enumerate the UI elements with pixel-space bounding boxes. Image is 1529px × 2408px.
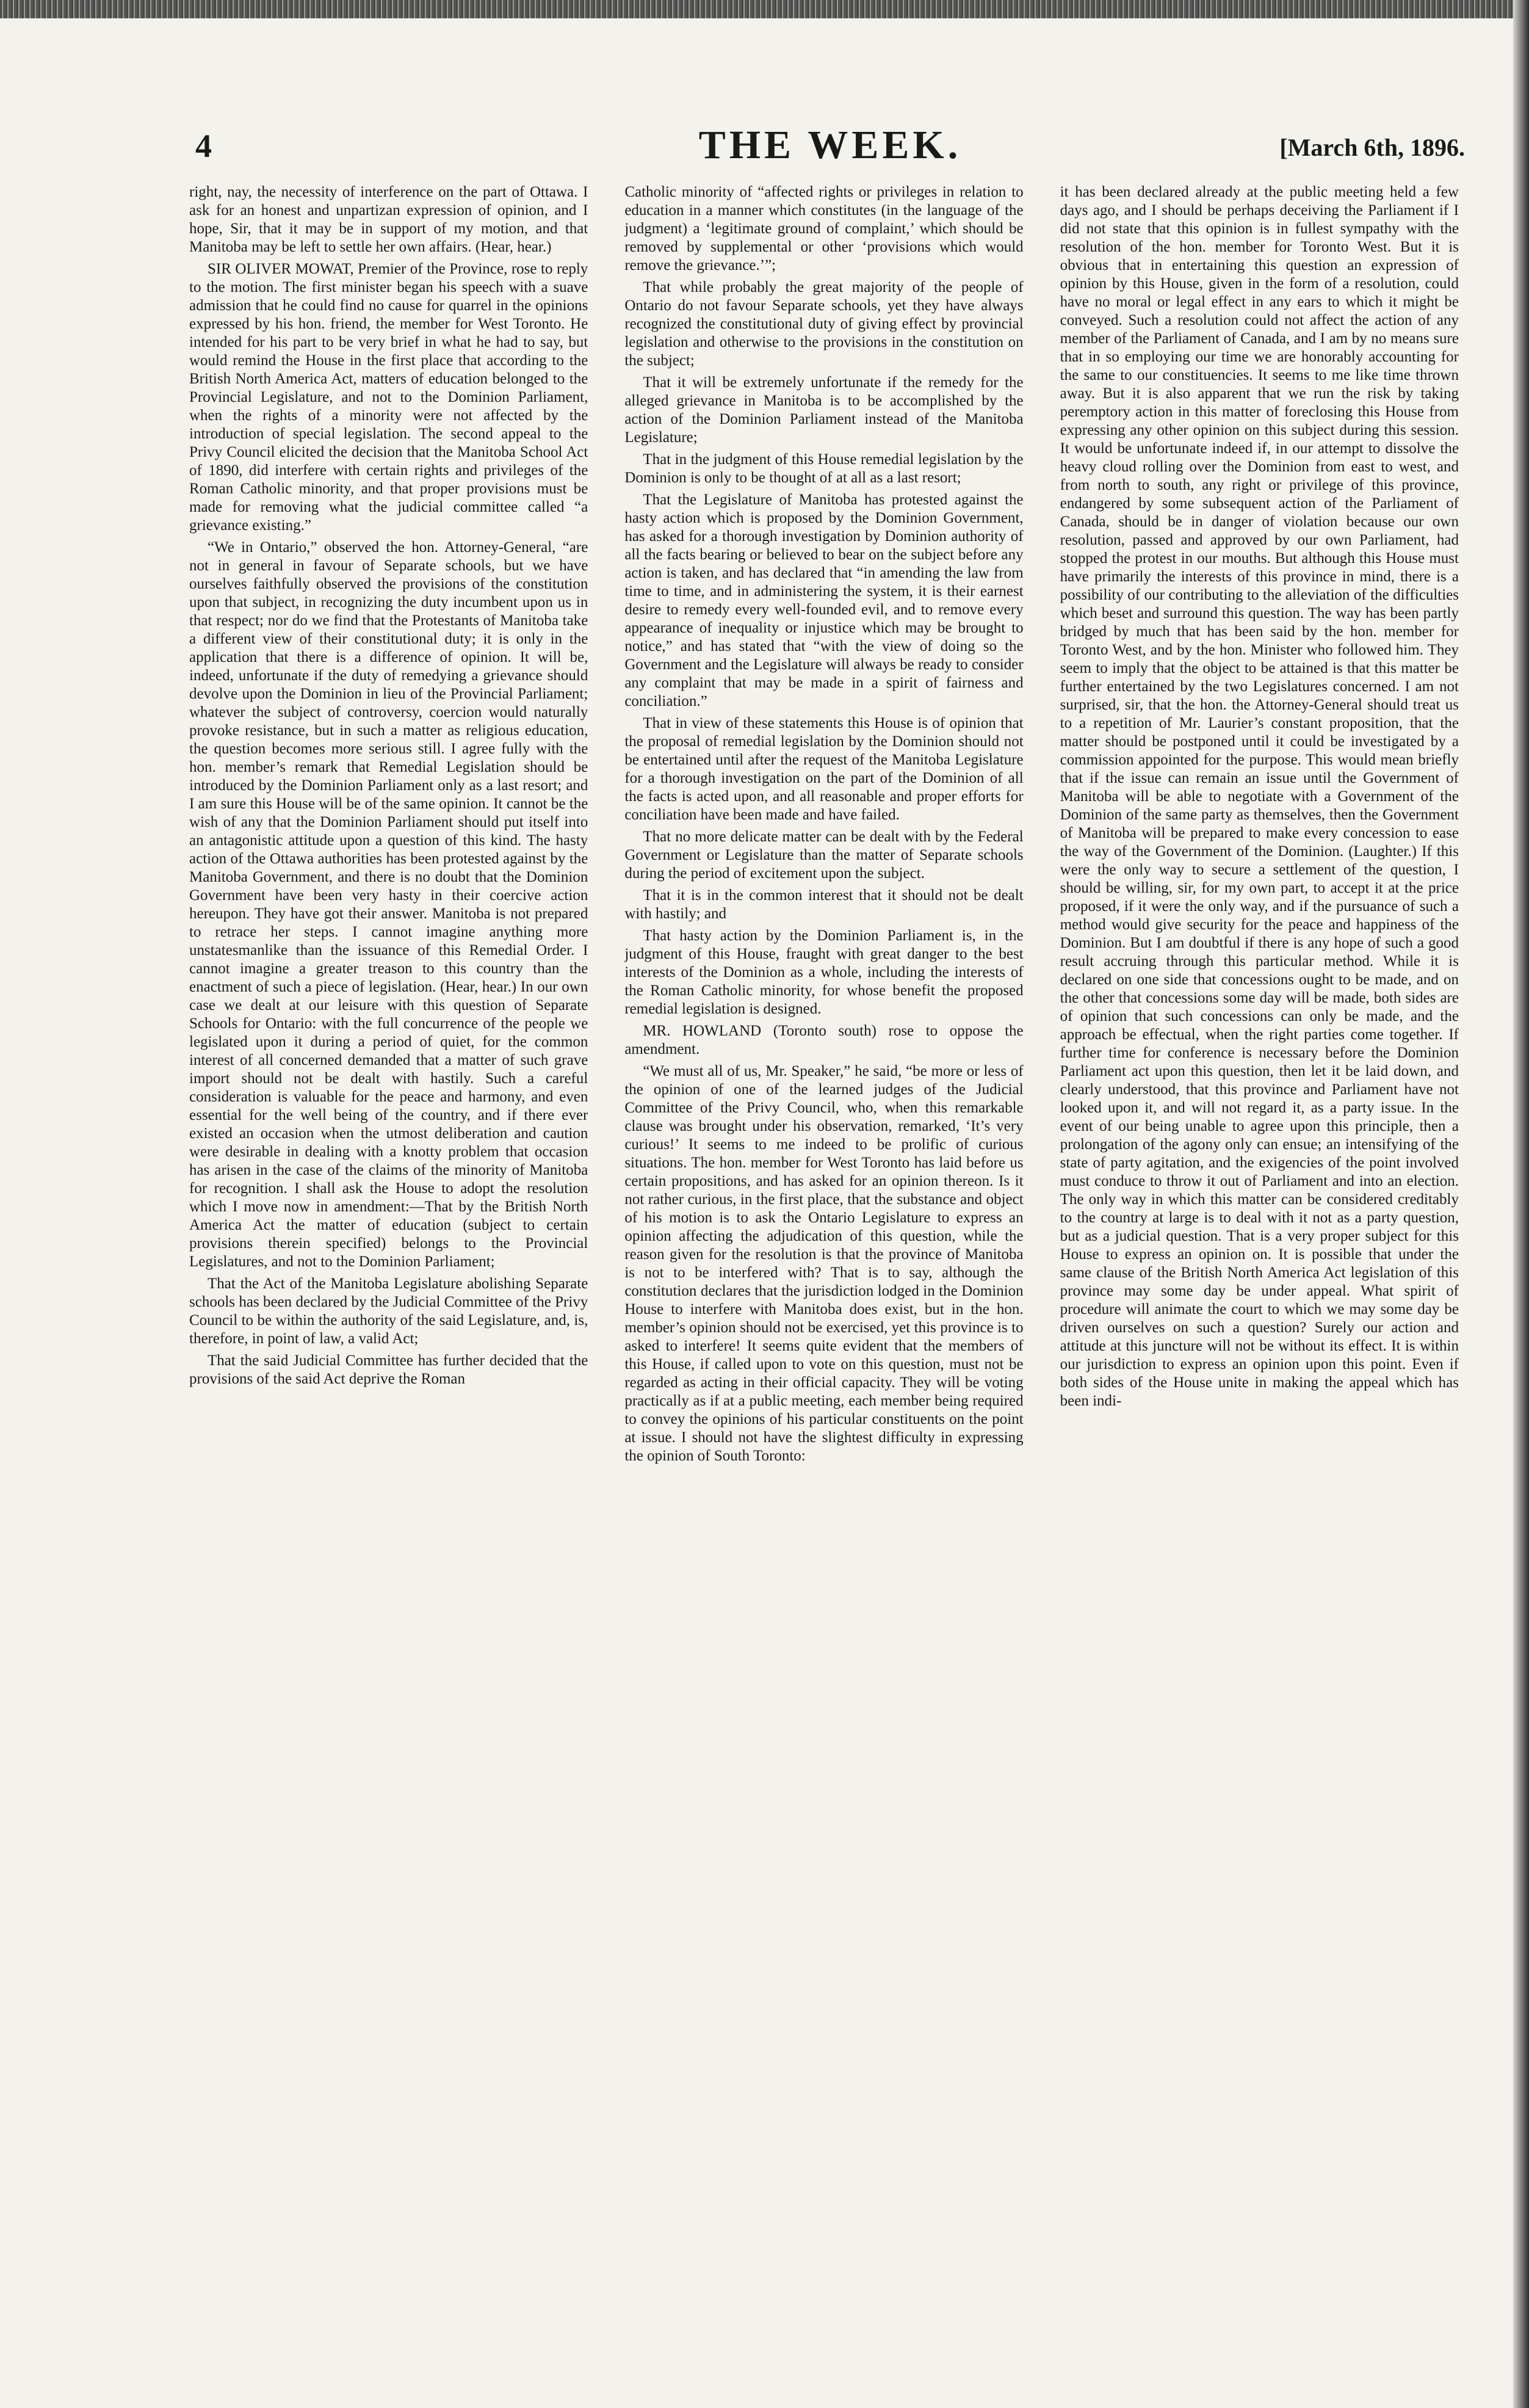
page-number: 4: [195, 128, 212, 164]
paragraph: “We in Ontario,” observed the hon. Attorney-General, “are not in general in favour of Separate schools, but we have ourselves faithfully observed the provisions of the constitution upon that subject, in recognizing the duty incumbent upon us in that respect; nor do we find that the Protestants of Manitoba take a different view of their constitutional duty; it is only in the application that there is a difference of opinion. It will be, indeed, unfortunate if the duty of remedying a grievance should devolve upon the Dominion in lieu of the Provincial Parliament; whatever the subject of controversy, coercion would naturally provoke resistance, but in such a matter as religious education, the question becomes more serious still. I agree fully with the hon. member’s remark that Remedial Legislation should be introduced by the Dominion Parliament only as a last resort; and I am sure this House will be of the same opinion. It cannot be the wish of any that the Dominion Parliament should put itself into an antagonistic attitude upon a question of this kind. The hasty action of the Ottawa authorities has been protested against by the Manitoba Government, and there is no doubt that the Dominion Government have been very hasty in their coercive action hereupon. They have got their answer. Manitoba is not prepared to retrace her steps. I cannot imagine anything more unstatesmanlike than the issuance of this Remedial Order. I cannot imagine a greater treason to this country than the enactment of such a piece of legislation. (Hear, hear.) In our own case we dealt at our leisure with this question of Separate Schools for Ontario: with the full concurrence of the people we legislated upon it during a period of quiet, for the common interest of all concerned demanded that a matter of such grave import should not be dealt with hastily. Such a careful consideration is valuable for the peace and harmony, and even essential for the well being of the country, and if there ever existed an occasion when the utmost deliberation and caution were desirable in dealing with a knotty problem that occasion has arisen in the case of the claims of the minority of Manitoba for recognition. I shall ask the House to adopt the resolution which I move now in amendment:—That by the British North America Act the matter of education (subject to certain provisions therein specified) belongs to the Provincial Legislatures, and not to the Dominion Parliament;: [189, 539, 588, 1270]
masthead-title: THE WEEK.: [698, 123, 962, 167]
paragraph: That the Act of the Manitoba Legislature abolishing Separate schools has been declared by the Judicial Committee of the Privy Council to be within the authority of the said Legislature, and, is, therefore, in point of law, a valid Act;: [189, 1275, 588, 1347]
paragraph: That it is in the common interest that it should not be dealt with hastily; and: [624, 887, 1024, 922]
paragraph: right, nay, the necessity of interference on the part of Ottawa. I ask for an honest and unpartizan expression of opinion, and I hope, Sir, that it may be in support of my motion, and that Manitoba may be left to settle her own affairs. (Hear, hear.): [189, 184, 588, 255]
paragraph: it has been declared already at the public meeting held a few days ago, and I should be perhaps deceiving the Parliament if I did not state that this opinion is in fullest sympathy with the resolution of the hon. member for Toronto West. But it is obvious that in entertaining this question an expression of opinion by this House, given in the form of a resolution, could have no moral or legal effect in any ears to which it might be conveyed. Such a resolution could not affect the action of any member of the Parliament of Canada, and I am by no means sure that in so employing our time we are honorably accounting for the same to our constituencies. It seems to me like time thrown away. But it is also apparent that we run the risk by taking peremptory action in this matter of foreclosing this House from expressing any other opinion on this subject during this session. It would be unfortunate indeed if, in our attempt to dissolve the heavy cloud rolling over the Dominion from east to west, and from north to south, any right or privilege of this province, endangered by some subsequent action of the Parliament of Canada, should be in danger of violation because our own resolution, passed and approved by our own Parliament, had stopped the protest in our mouths. But although this House must have primarily the interests of this province in mind, there is a possibility of our contributing to the alleviation of the difficulties which beset and surround this question. The way has been partly bridged by much that has been said by the hon. member for Toronto West, and by the hon. Minister who followed him. They seem to imply that the object to be attained is that this matter be further entertained by the two Legislatures concerned. I am not surprised, sir, that the hon. the Attorney-General should treat us to a repetition of Mr. Laurier’s constant proposition, that the matter should be postponed until it could be investigated by a commission appointed for the purpose. This would mean briefly that if the issue can remain an issue until the Government of Manitoba will be able to negotiate with a Government of the Dominion of the same party as themselves, then the Government of Manitoba will be prepared to make every concession to ease the way of the Government of the Dominion. (Laughter.) If this were the only way to secure a settlement of the question, I should be willing, sir, for my own part, to accept it at the price proposed, if it were the only way, and if the pursuance of such a method would give security for the peace and happiness of the Dominion. But I am doubtful if there is any hope of such a good result accruing through this particular method. While it is declared on one side that concessions ought to be made, and on the other that concessions some day will be made, both sides are of opinion that such concessions can only be made, and the approach be effectual, when the right parties come together. If further time for conference is necessary before the Dominion Parliament act upon this question, then let it be laid down, and clearly understood, that this province and Parliament have not looked upon it, and will not regard it, as a party issue. In the event of our being unable to agree upon this principle, then a prolongation of the agony only can ensue; an intensifying of the state of party agitation, and the exigencies of the point involved must conduce to throw it out of Parliament and into an election. The only way in which this matter can be considered creditably to the country at large is to deal with it not as a party question, but as a judicial question. That is a very proper subject for this House to express an opinion on. It is possible that under the same clause of the British North America Act legislation of this province may some day be under appeal. What spirit of procedure will animate the court to which we may some day be driven ourselves on such a question? Surely our action and attitude at this juncture will not be without its effect. It is within our jurisdiction to express an opinion upon this point. Even if both sides of the House unite in making the appeal which has been indi-: [1060, 184, 1459, 1409]
paragraph: That no more delicate matter can be dealt with by the Federal Government or Legislature than the matter of Separate schools during the period of excitement upon the subject.: [624, 829, 1024, 882]
paragraph: MR. HOWLAND (Toronto south) rose to oppose the amendment.: [624, 1023, 1024, 1057]
scan-top-edge: [0, 0, 1529, 18]
column-2: [624, 183, 1023, 2381]
paragraph: That the Legislature of Manitoba has protested against the hasty action which is proposed by the Dominion Government, has asked for a thorough investigation by Dominion authority of all the facts bearing or believed to bear on the subject before any action is taken, and has declared that “in amending the law from time to time, and in administering the system, it is their earnest desire to remedy every well-founded evil, and to remove every appearance of inequality or injustice which may be brought to notice,” and has stated that “with the view of doing so the Government and the Legislature will always be ready to consider any complaint that may be made in a spirit of fairness and conciliation.”: [624, 491, 1024, 709]
page-header: [195, 122, 1465, 177]
paragraph: “We must all of us, Mr. Speaker,” he said, “be more or less of the opinion of one of the learned judges of the Judicial Committee of the Privy Council, who, when this remarkable clause was brought under his observation, remarked, ‘It’s very curious!’ It seems to me indeed to be prolific of curious situations. The hon. member for West Toronto has laid before us certain propositions, and has asked for an opinion thereon. Is it not rather curious, in the first place, that the substance and object of his motion is to ask the Ontario Legislature to express an opinion affecting the adjudication of this question, while the reason given for the resolution is that the province of Manitoba is not to be interfered with? That is to say, although the constitution declares that the jurisdiction lodged in the Dominion House to interfere with Manitoba does exist, but in the hon. member’s opinion should not be exercised, yet this province is to asked to interfere! It seems quite evident that the members of this House, if called upon to vote on this question, must not be regarded as acting in their official capacity. They will be voting practically as if at a public meeting, each member being required to convey the opinions of his particular constituents on the point at issue. I should not have the slightest difficulty in expressing the opinion of South Toronto:: [624, 1063, 1024, 1464]
paragraph: That in the judgment of this House remedial legislation by the Dominion is only to be thought of at all as a last resort;: [624, 451, 1024, 486]
article-body: [189, 183, 1459, 2381]
column-1: [189, 183, 588, 2381]
paragraph: That hasty action by the Dominion Parliament is, in the judgment of this House, fraught with great danger to the best interests of the Dominion as a whole, including the interests of the Roman Catholic minority, for whose benefit the proposed remedial legislation is designed.: [624, 927, 1024, 1017]
paragraph: Catholic minority of “affected rights or privileges in relation to education in a manner which constitutes (in the language of the judgment) a ‘legitimate ground of complaint,’ which should be removed by supplemental or other ‘provisions which would remove the grievance.’”;: [624, 184, 1024, 274]
column-3: [1060, 183, 1459, 2381]
paragraph: That in view of these statements this House is of opinion that the proposal of remedial legislation by the Dominion should not be entertained until after the request of the Manitoba Legislature for a thorough investigation on the part of the Dominion of all the facts is acted upon, and all reasonable and proper efforts for conciliation have been made and have failed.: [624, 715, 1024, 823]
paragraph: That it will be extremely unfortunate if the remedy for the alleged grievance in Manitoba is to be accomplished by the action of the Dominion Parliament instead of the Manitoba Legislature;: [624, 374, 1024, 446]
paragraph: That the said Judicial Committee has further decided that the provisions of the said Act deprive the Roman: [189, 1352, 588, 1387]
scan-right-edge: [1513, 0, 1529, 2408]
paragraph: SIR OLIVER MOWAT, Premier of the Province, rose to reply to the motion. The first minister began his speech with a suave admission that he could find no cause for quarrel in the opinions expressed by his hon. friend, the member for West Toronto. He intended for his part to be very brief in what he had to say, but would remind the House in the first place that according to the British North America Act, matters of education belonged to the Provincial Legislature, and not to the Dominion Parliament, when the rights of a minority were not affected by the introduction of special legislation. The second appeal to the Privy Council elicited the decision that the Manitoba School Act of 1890, did interfere with certain rights and privileges of the Roman Catholic minority, and that proper provisions must be made for removing what the judicial committee called “a grievance existing.”: [189, 261, 588, 534]
issue-date: [March 6th, 1896.: [1279, 134, 1465, 161]
paragraph: That while probably the great majority of the people of Ontario do not favour Separate schools, yet they have always recognized the constitutional duty of giving effect by provincial legislation and otherwise to the provisions in the constitution on the subject;: [624, 279, 1024, 369]
